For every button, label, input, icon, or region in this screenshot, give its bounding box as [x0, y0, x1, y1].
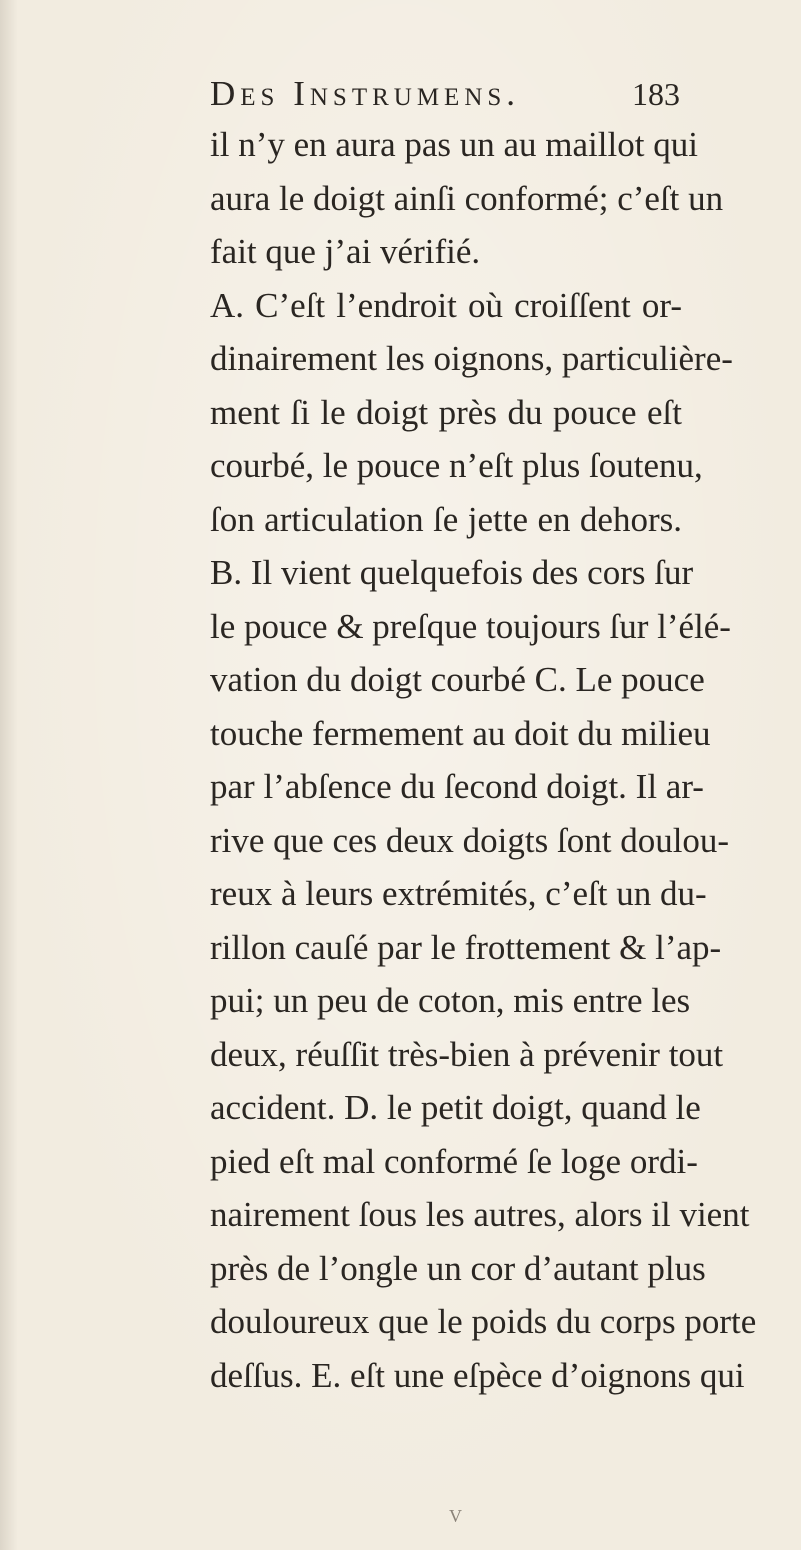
- signature-mark: V: [449, 1506, 462, 1526]
- page-edge-shadow: [0, 0, 18, 1550]
- body-text: [210, 118, 757, 1402]
- page-number: 183: [632, 76, 680, 112]
- text-line: rillon cauſé par le frottement & l’ap-: [210, 927, 722, 967]
- text-line: ſon articulation ſe jette en dehors.: [210, 499, 682, 539]
- text-line: vation du doigt courbé C. Le pouce: [210, 660, 705, 699]
- text-line: aura le doigt ainſi conformé; c’eſt un: [210, 178, 724, 218]
- text-line: deſſus. E. eſt une eſpèce d’oignons qui: [210, 1355, 745, 1395]
- text-line: fait que j’ai vérifié.: [210, 232, 481, 271]
- text-line: douloureux que le poids du corps porte: [210, 1302, 757, 1341]
- text-line: près de l’ongle un cor d’autant plus: [210, 1248, 706, 1288]
- text-line: rive que ces deux doigts ſont doulou-: [210, 820, 730, 860]
- text-line: le pouce & preſque toujours ſur l’élé-: [210, 606, 731, 646]
- text-line: A. C’eſt l’endroit où croiſſent or-: [210, 285, 682, 325]
- text-line: dinairement les oignons, particulière-: [210, 339, 733, 378]
- running-title: Des Instrumens.: [210, 74, 521, 113]
- text-line: pui; un peu de coton, mis entre les: [210, 981, 691, 1020]
- text-line: pied eſt mal conformé ſe loge ordi-: [210, 1141, 698, 1181]
- text-line: accident. D. le petit doigt, quand le: [210, 1088, 701, 1127]
- text-line: reux à leurs extrémités, c’eſt un du-: [210, 874, 707, 913]
- text-line: B. Il vient quelquefois des cors ſur: [210, 553, 694, 592]
- running-header: [210, 72, 680, 116]
- text-line: ment ſi le doigt près du pouce eſt: [210, 392, 682, 432]
- text-line: touche fermement au doit du milieu: [210, 713, 711, 753]
- text-line: deux, réuſſit très-bien à prévenir tout: [210, 1034, 724, 1074]
- text-line: il n’y en aura pas un au maillot qui: [210, 125, 698, 164]
- text-line: par l’abſence du ſecond doigt. Il ar-: [210, 767, 704, 806]
- text-line: nairement ſous les autres, alors il vient: [210, 1195, 750, 1234]
- text-line: courbé, le pouce n’eſt plus ſoutenu,: [210, 446, 703, 485]
